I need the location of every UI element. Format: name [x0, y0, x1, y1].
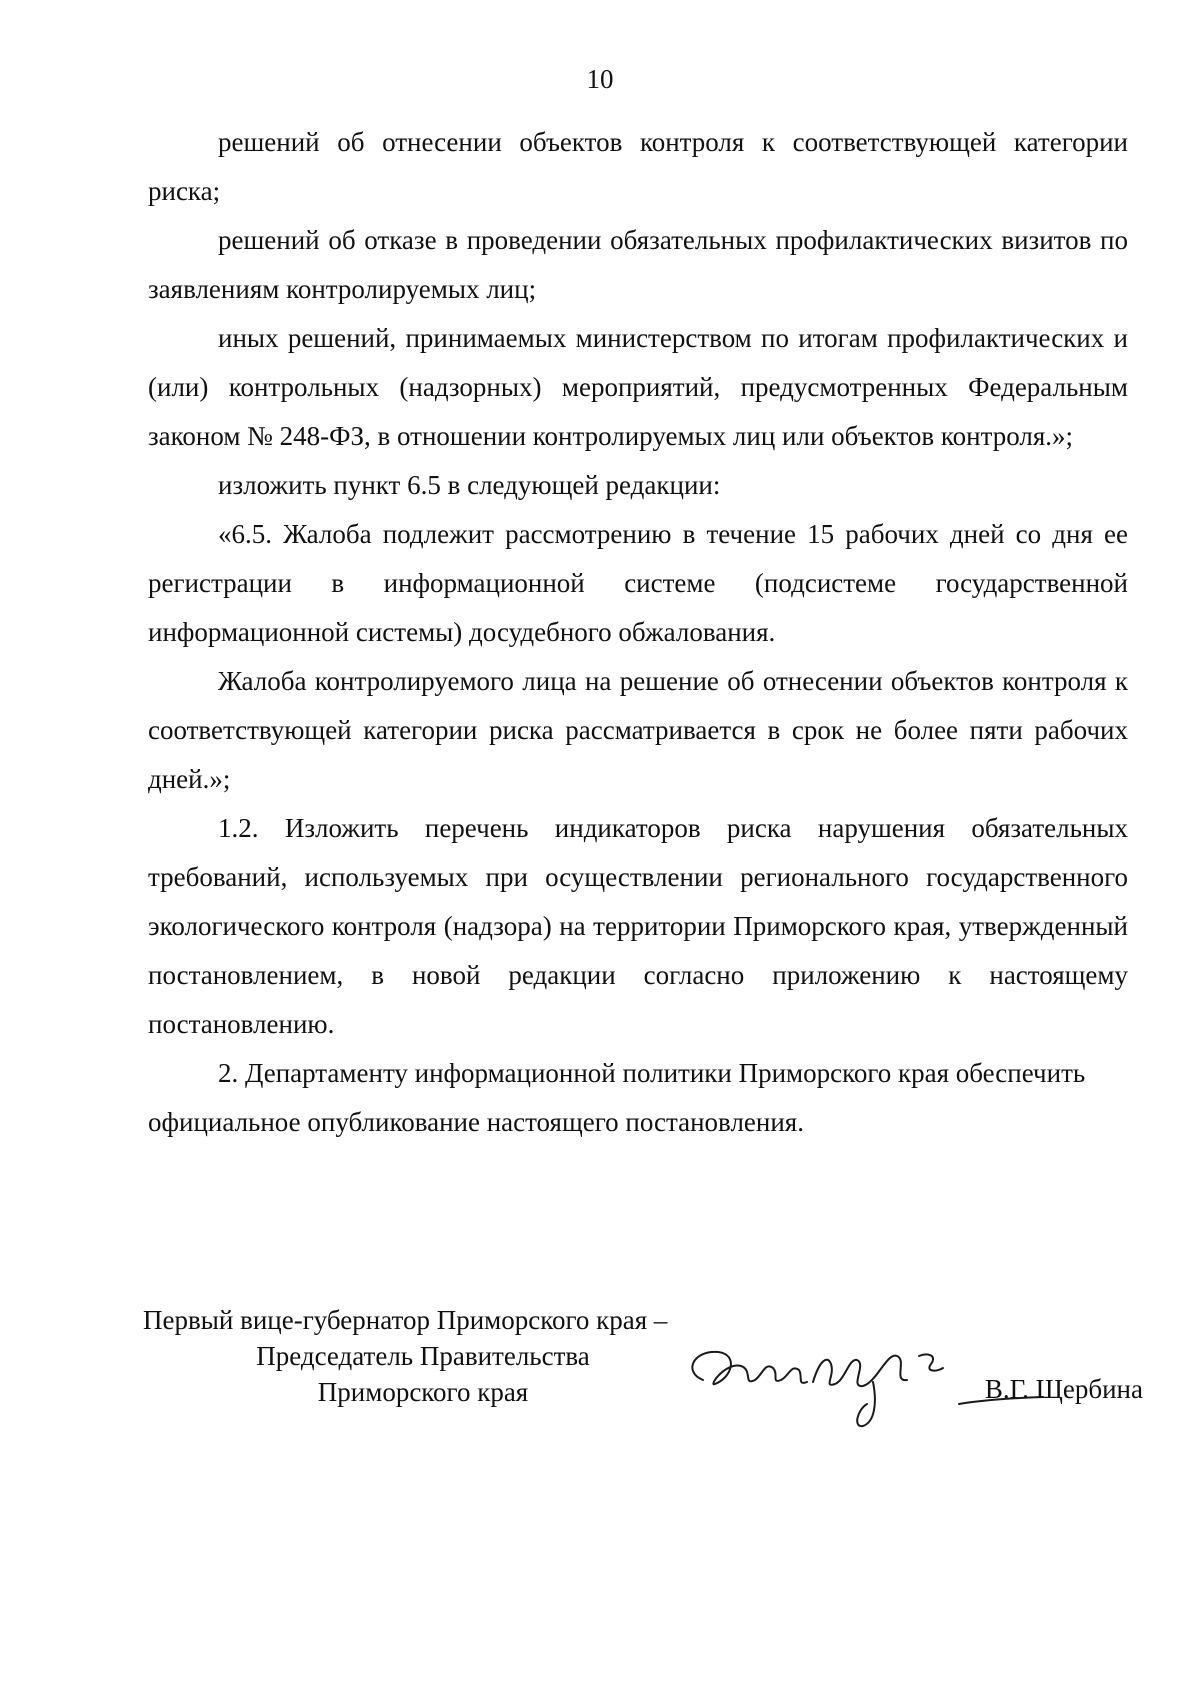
paragraph-other-decisions: иных решений, принимаемых министерством по итогам профилактических и (или) контрольных (надзорных) мероприятий, предусмотренных Федеральным законом № 248-ФЗ, в отношении контролируемых лиц или объектов контроля.»; — [148, 323, 1128, 451]
signatory-name: В.Г. Щербина — [984, 1374, 1143, 1404]
paragraph-amend-6-5: изложить пункт 6.5 в следующей редакции: — [218, 470, 721, 500]
signatory-position-line: Приморского края — [317, 1377, 529, 1407]
paragraph-complaint-risk-category: Жалоба контролируемого лица на решение об отнесении объектов контроля к соответствующей категории риска рассматривается в срок не более пяти рабочих дней.»; — [148, 666, 1128, 794]
signatory-position — [143, 1302, 703, 1410]
page-number: 10 — [586, 64, 614, 94]
paragraph-visit-refusal-decisions: решений об отказе в проведении обязательных профилактических визитов по заявлениям контролируемых лиц; — [148, 225, 1128, 304]
paragraph-complaint-review-term: «6.5. Жалоба подлежит рассмотрению в течение 15 рабочих дней со дня ее регистрации в информационной системе (подсистеме государственной информационной системы) досудебного обжалования. — [148, 519, 1128, 647]
paragraph-item-1-2: 1.2. Изложить перечень индикаторов риска нарушения обязательных требований, используемых при осуществлении регионального государственного экологического контроля (надзора) на территории Приморского края, утвержденный постановлением, в новой редакции согласно приложению к настоящему постановлению. — [148, 813, 1128, 1039]
paragraph-item-2: 2. Департаменту информационной политики Приморского края обеспечить официальное опубликование настоящего постановления. — [148, 1058, 1086, 1137]
paragraph-risk-category-decisions: решений об отнесении объектов контроля к соответствующей категории риска; — [148, 127, 1128, 206]
signature-block — [143, 1302, 1143, 1432]
document-body — [148, 118, 1128, 1147]
signatory-position-line: Председатель Правительства — [256, 1341, 590, 1371]
signatory-position-line: Первый вице-губернатор Приморского края – — [143, 1305, 668, 1335]
